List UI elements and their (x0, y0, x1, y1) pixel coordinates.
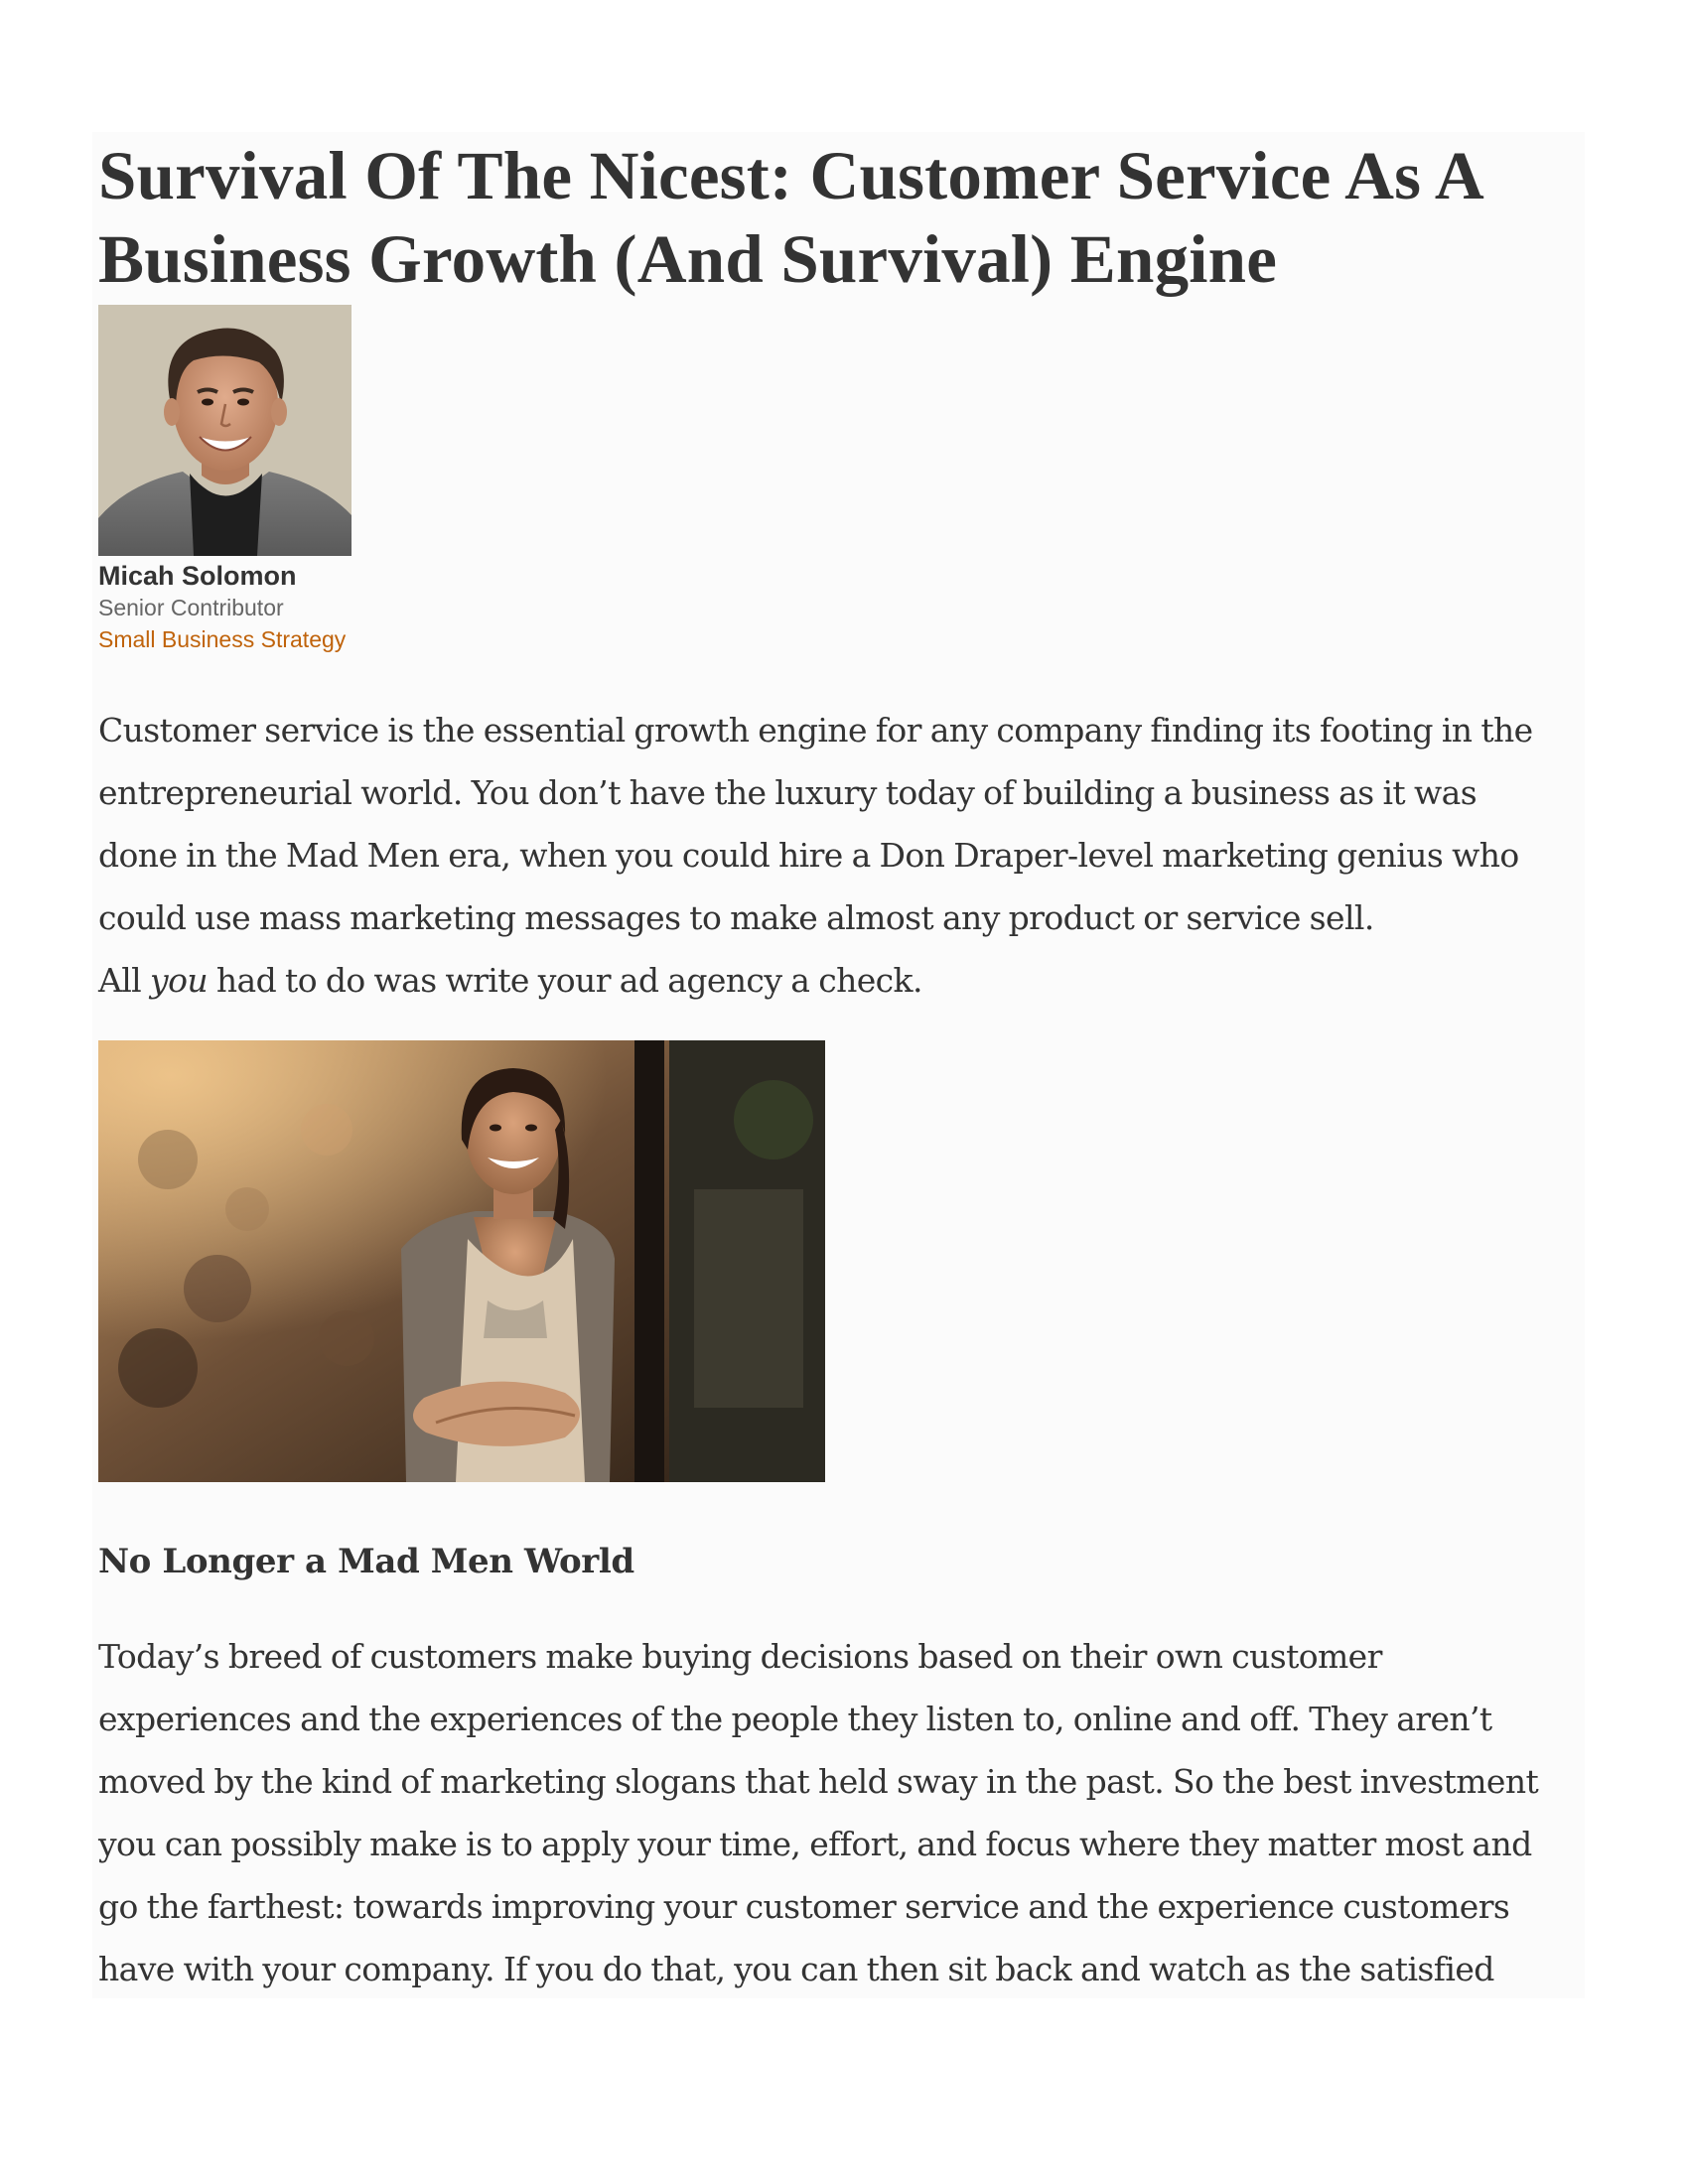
intro-emphasis: you (150, 961, 208, 1000)
author-photo (98, 305, 352, 556)
hero-photo (98, 1040, 825, 1482)
section-heading: No Longer a Mad Men World (98, 1542, 634, 1581)
article-title: Survival Of The Nicest: Customer Service As A Business Growth (And Survival) Engine (98, 138, 1481, 297)
author-section-link[interactable]: Small Business Strategy (98, 626, 347, 652)
intro-line-end: had to do was write your ad agency a check. (208, 961, 922, 1000)
article (98, 134, 1588, 2000)
body-paragraph: Today’s breed of customers make buying decisions based on their own customer experiences and the experiences of the people they listen to, online and off. They aren’t moved by the kind of marketing slogans that held sway in the past. So the best investment you can possibly make is to apply your time, effort, and focus where they matter most and go the farthest: towards improving your customer service and the experience customers have with your company. If you do that, you can then sit back and watch as the satisfied (98, 1637, 1539, 1988)
author-name: Micah Solomon (98, 561, 297, 591)
intro-paragraph (98, 699, 1588, 1012)
intro-text: Customer service is the essential growth engine for any company finding its footing in the entrepreneurial world. You don’t have the luxury today of building a business as it was done in the Mad Men era, when you could hire a Don Draper-level marketing genius who could use mass marketing messages to make almost any product or service sell. (98, 711, 1533, 937)
intro-line-start: All (98, 961, 151, 1000)
author-role: Senior Contributor (98, 595, 284, 620)
